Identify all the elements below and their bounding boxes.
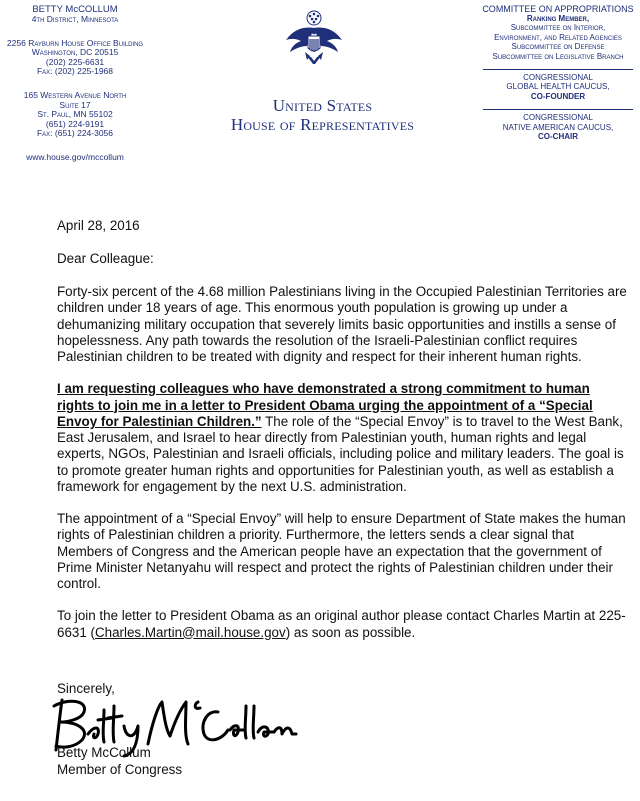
closing: Sincerely, (57, 681, 115, 696)
paragraph-3: The appointment of a “Special Envoy” will help to ensure Department of State makes the human rights of Palestinian children a priority. Furthermore, the letters sends a clear signal that Members of Congress and the American people have an expectation that the government of Prime Minister Netanyahu will respect and protect the rights of Palestinian children under their control. (57, 511, 626, 592)
member-office-info (0, 4, 150, 163)
letter-greeting: Dear Colleague: (57, 251, 154, 267)
paragraph-2: I am requesting colleagues who have demonstrated a strong commitment to human rights to join me in a letter to President Obama urging the appointment of a “Special Envoy for Palestinian Children.” The role of the “Special Envoy” is to travel to the West Bank, East Jerusalem, and Israel to hear directly from Palestinian youth, human rights and legal experts, NGOs, Palestinian and Israeli officials, including police and military leaders. The goal is to promote greater human rights and opportunities for Palestinian youth, as well as establish a framework for engagement by the next U.S. administration. (57, 381, 624, 495)
house-title-line2: House of Representatives (230, 115, 415, 134)
member-district: 4th District, Minnesota (31, 14, 119, 24)
dc-office-address: 2256 Rayburn House Office Building Washington, DC 20515 (202) 225-6631 Fax: (202) 225-1968 (6, 37, 144, 77)
website-link[interactable]: www.house.gov/mccollum (26, 151, 124, 162)
committee-name: COMMITTEE ON APPROPRIATIONS (482, 4, 634, 14)
committee-info: COMMITTEE ON APPROPRIATIONS Ranking Member, Subcommittee on Interior, Environment, and Related Agencies Subcommittee on Defense Subcommittee on Legislative Branch CONGRESSIONAL GLOBAL HEALTH CAUCUS, CO-FOUNDER CONGRESSIONAL NATIVE AMERICAN CAUCUS, CO-CHAIR (476, 4, 640, 141)
signer-title: Member of Congress (57, 761, 183, 777)
letter-body (57, 218, 627, 656)
request-statement: I am requesting colleagues who have demonstrated a strong commitment to human rights to join me in a letter to President Obama urging the appointment of a “Special Envoy for Palestinian Children.” (57, 381, 593, 429)
signer-name: Betty McCollum (57, 745, 151, 760)
paragraph-1: Forty-six percent of the 4.68 million Palestinians living in the Occupied Palestinian Territories are children under 18 years of age. This enormous youth population is growing up under a dehumanizing military occupation that severely limits basic opportunities and instills a sense of hopelessness. Any path towards the resolution of the Israeli-Palestinian conflict requires Palestinian children to be treated with dignity and respect for their inherent human rights. (57, 284, 627, 365)
global-health-caucus: CONGRESSIONAL GLOBAL HEALTH CAUCUS, CO-FOUNDER (483, 69, 633, 101)
native-american-caucus: CONGRESSIONAL NATIVE AMERICAN CAUCUS, CO-CHAIR (483, 109, 633, 141)
contact-email-link[interactable]: Charles.Martin@mail.house.gov (94, 624, 286, 640)
letter-date: April 28, 2016 (57, 218, 140, 233)
house-title-line1: United States (272, 96, 373, 115)
house-title (190, 96, 455, 134)
district-office-address: 165 Western Avenue North Suite 17 St. Paul, MN 55102 (651) 224-9191 Fax: (651) 224-3056 (23, 89, 127, 139)
paragraph-4: To join the letter to President Obama as an original author please contact Charles Martin at 225-6631 (Charles.Martin@mail.house.gov) as soon as possible. (57, 608, 626, 640)
signer-block (57, 745, 182, 778)
member-name: BETTY McCOLLUM (32, 4, 118, 15)
great-seal-eagle-icon (283, 8, 345, 70)
ranking-title: Ranking Member, (526, 14, 590, 23)
